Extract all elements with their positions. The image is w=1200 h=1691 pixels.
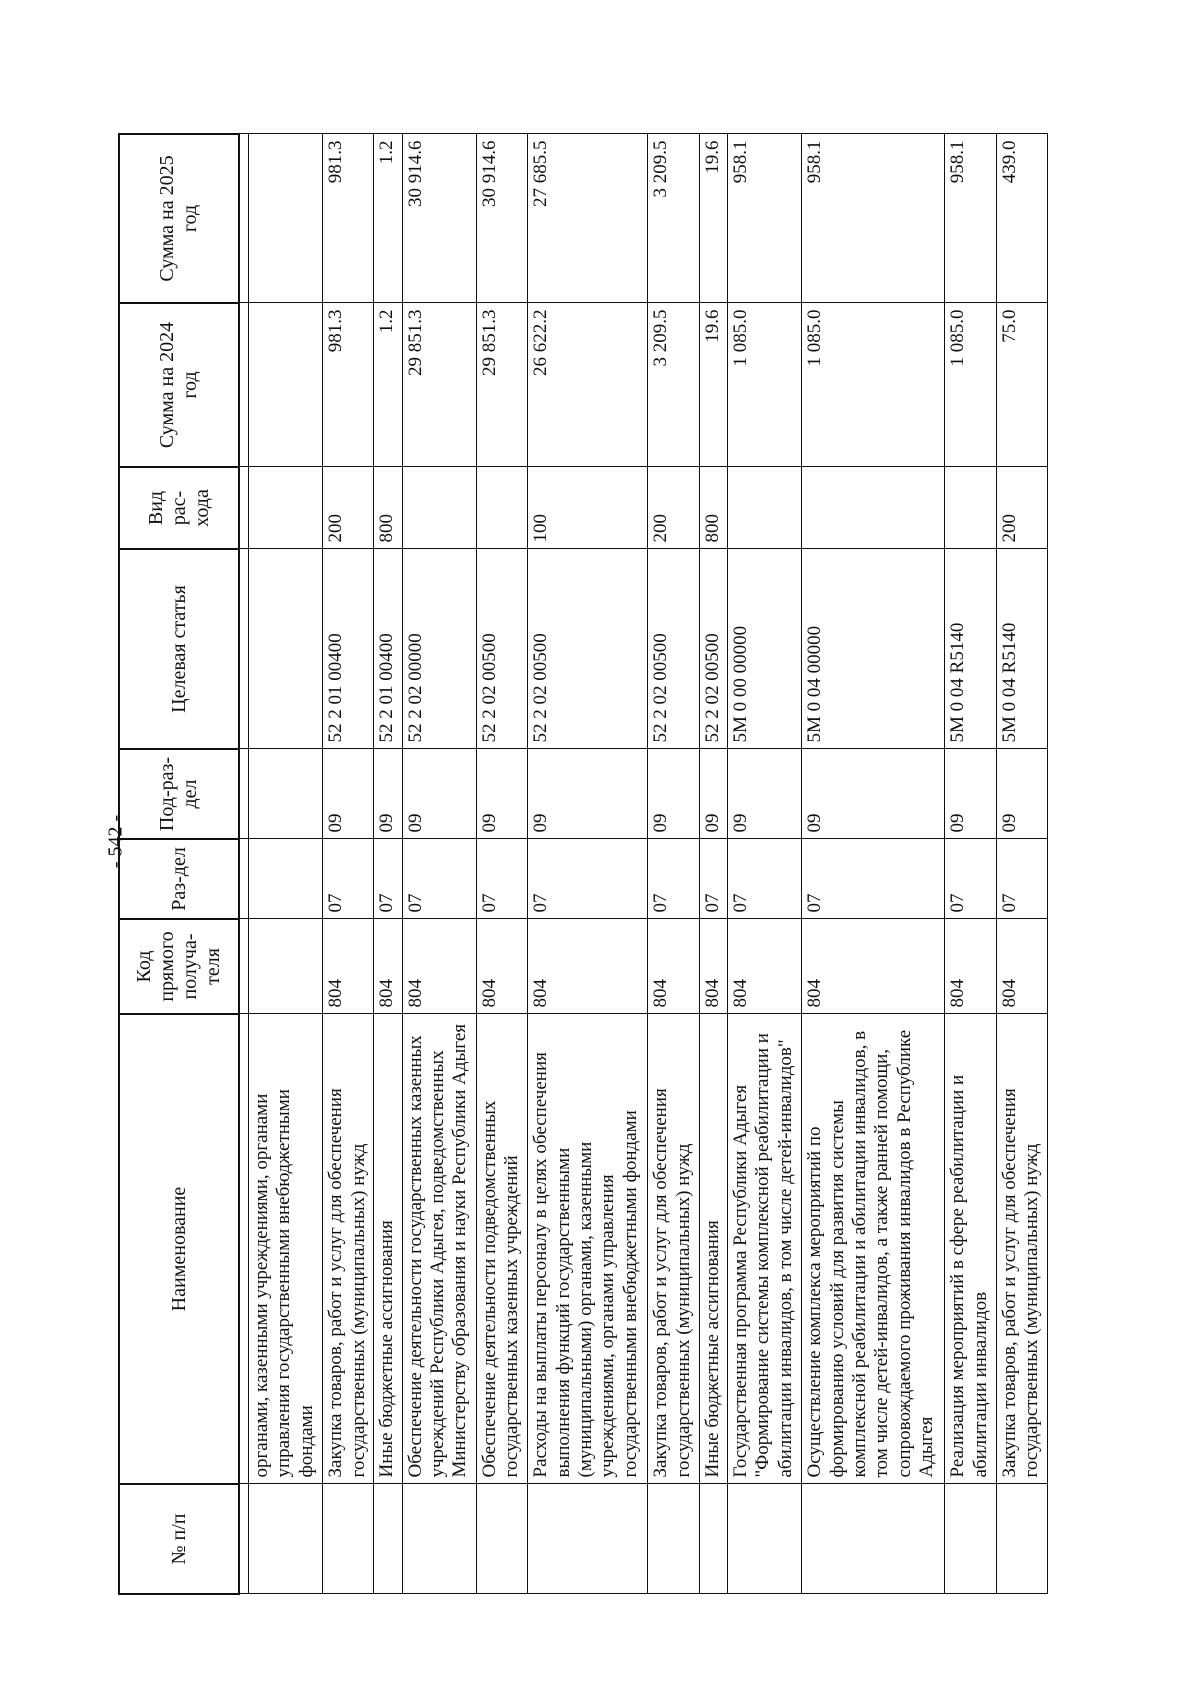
cell-recipient: 804 <box>374 919 402 1014</box>
cell-subsection: 09 <box>402 749 476 839</box>
header-section: Раз-дел <box>119 839 239 919</box>
cell-section: 07 <box>374 839 402 919</box>
cell-num <box>996 1484 1047 1594</box>
header-sum-2024: Сумма на 2024 год <box>119 303 239 467</box>
table-row <box>802 134 945 1594</box>
cell-sum-2025: 439.0 <box>996 134 1047 303</box>
cell-num <box>476 1484 527 1594</box>
cell-section: 07 <box>727 839 801 919</box>
cell-target: 5М 0 04 00000 <box>802 549 945 749</box>
cell-name: Осуществление комплекса мероприятий по формированию условий для развития системы комплексной реабилитации и абилитации инвалидов, в том числе детей-инвалидов, а также ранней помощи, сопровождаемого проживания инвалидов в Республике Адыгея <box>802 1014 945 1484</box>
cell-sum-2025: 19.6 <box>699 134 727 303</box>
cell-sum-2025: 30 914.6 <box>476 134 527 303</box>
cell-name: Реализация мероприятий в сфере реабилитации и абилитации инвалидов <box>945 1014 996 1484</box>
cell-num <box>528 1484 648 1594</box>
cell-sum-2024: 1 085.0 <box>802 303 945 467</box>
table-row <box>476 134 527 1594</box>
cell-subsection: 09 <box>996 749 1047 839</box>
cell-sum-2025: 1.2 <box>374 134 402 303</box>
cell-recipient: 804 <box>648 919 699 1014</box>
table-row <box>699 134 727 1594</box>
cell-num <box>402 1484 476 1594</box>
cell-name: Закупка товаров, работ и услуг для обеспечения государственных (муниципальных) нужд <box>323 1014 374 1484</box>
cell-name: Государственная программа Республики Адыгея "Формирование системы комплексной реабилитации и абилитации инвалидов, в том числе детей-инвалидов" <box>727 1014 801 1484</box>
header-num: № п/п <box>119 1484 239 1594</box>
cell-sum-2024: 3 209.5 <box>648 303 699 467</box>
table-header-row <box>119 134 239 1594</box>
cell-section: 07 <box>528 839 648 919</box>
cell-sum-2025: 981.3 <box>323 134 374 303</box>
cell-name: Иные бюджетные ассигнования <box>699 1014 727 1484</box>
cell-name: Закупка товаров, работ и услуг для обеспечения государственных (муниципальных) нужд <box>648 1014 699 1484</box>
cell-num <box>648 1484 699 1594</box>
cell-name: органами, казенными учреждениями, органами управления государственными внебюджетными фондами <box>249 1014 323 1484</box>
cell-target: 52 2 02 00500 <box>528 549 648 749</box>
cell-name: Расходы на выплаты персоналу в целях обеспечения выполнения функций государственными (муниципальными) органами, казенными учреждениями, органами управления государственными внебюджетными фондами <box>528 1014 648 1484</box>
cell-target: 5М 0 00 00000 <box>727 549 801 749</box>
cell-target: 5М 0 04 R5140 <box>945 549 996 749</box>
cell-section: 07 <box>402 839 476 919</box>
header-expense-type: Вид рас-хода <box>119 467 239 549</box>
cell-name: Обеспечение деятельности государственных казенных учреждений Республики Адыгея, подведомственных Министерству образования и науки Республики Адыгея <box>402 1014 476 1484</box>
cell-target: 52 2 01 00400 <box>323 549 374 749</box>
cell-section: 07 <box>699 839 727 919</box>
table-row <box>402 134 476 1594</box>
cell-expense-type <box>945 467 996 549</box>
header-sum-2025: Сумма на 2025 год <box>119 134 239 303</box>
cell-expense-type: 800 <box>374 467 402 549</box>
cell-expense-type <box>476 467 527 549</box>
cell-expense-type: 200 <box>323 467 374 549</box>
cell-name: Обеспечение деятельности подведомственных государственных казенных учреждений <box>476 1014 527 1484</box>
cell-subsection: 09 <box>528 749 648 839</box>
table-row <box>249 134 323 1594</box>
cell-target: 52 2 02 00500 <box>648 549 699 749</box>
rotated-table-container <box>118 135 1048 1595</box>
cell-target: 52 2 01 00400 <box>374 549 402 749</box>
cell-recipient: 804 <box>996 919 1047 1014</box>
cell-sum-2024: 1.2 <box>374 303 402 467</box>
table-row <box>996 134 1047 1594</box>
table-row <box>648 134 699 1594</box>
cell-subsection: 09 <box>476 749 527 839</box>
header-target: Целевая статья <box>119 549 239 749</box>
cell-sum-2024: 29 851.3 <box>476 303 527 467</box>
table-row <box>374 134 402 1594</box>
cell-expense-type: 100 <box>528 467 648 549</box>
cell-section: 07 <box>323 839 374 919</box>
cell-num <box>802 1484 945 1594</box>
cell-expense-type: 200 <box>648 467 699 549</box>
header-recipient: Код прямого получа-теля <box>119 919 239 1014</box>
cell-sum-2024: 981.3 <box>323 303 374 467</box>
cell-recipient: 804 <box>402 919 476 1014</box>
cell-sum-2025 <box>249 134 323 303</box>
table-row <box>945 134 996 1594</box>
header-subsection: Под-раз-дел <box>119 749 239 839</box>
cell-expense-type <box>402 467 476 549</box>
cell-subsection: 09 <box>727 749 801 839</box>
cell-expense-type <box>727 467 801 549</box>
cell-num <box>727 1484 801 1594</box>
cell-section: 07 <box>476 839 527 919</box>
cell-name: Закупка товаров, работ и услуг для обеспечения государственных (муниципальных) нужд <box>996 1014 1047 1484</box>
cell-subsection: 09 <box>802 749 945 839</box>
cell-section <box>249 839 323 919</box>
cell-subsection: 09 <box>648 749 699 839</box>
cell-subsection: 09 <box>323 749 374 839</box>
cell-target: 5М 0 04 R5140 <box>996 549 1047 749</box>
cell-sum-2024: 75.0 <box>996 303 1047 467</box>
cell-recipient: 804 <box>476 919 527 1014</box>
cell-expense-type: 200 <box>996 467 1047 549</box>
cell-target: 52 2 02 00000 <box>402 549 476 749</box>
cell-subsection <box>249 749 323 839</box>
cell-sum-2025: 27 685.5 <box>528 134 648 303</box>
cell-section: 07 <box>648 839 699 919</box>
cell-sum-2025: 958.1 <box>727 134 801 303</box>
cell-sum-2025: 958.1 <box>802 134 945 303</box>
cell-recipient: 804 <box>528 919 648 1014</box>
page-number: - 542 - <box>104 814 127 869</box>
cell-sum-2024: 1 085.0 <box>727 303 801 467</box>
cell-target: 52 2 02 00500 <box>699 549 727 749</box>
cell-section: 07 <box>996 839 1047 919</box>
cell-sum-2024: 26 622.2 <box>528 303 648 467</box>
cell-num <box>323 1484 374 1594</box>
cell-subsection: 09 <box>699 749 727 839</box>
cell-sum-2025: 3 209.5 <box>648 134 699 303</box>
cell-recipient: 804 <box>945 919 996 1014</box>
cell-recipient: 804 <box>727 919 801 1014</box>
cell-name: Иные бюджетные ассигнования <box>374 1014 402 1484</box>
table-row-blank <box>239 134 249 1594</box>
cell-num <box>374 1484 402 1594</box>
cell-section: 07 <box>802 839 945 919</box>
cell-sum-2024 <box>249 303 323 467</box>
cell-expense-type <box>249 467 323 549</box>
table-row <box>323 134 374 1594</box>
header-name: Наименование <box>119 1014 239 1484</box>
table-row <box>727 134 801 1594</box>
cell-recipient: 804 <box>323 919 374 1014</box>
cell-expense-type <box>802 467 945 549</box>
cell-subsection: 09 <box>374 749 402 839</box>
cell-recipient <box>249 919 323 1014</box>
cell-target <box>249 549 323 749</box>
cell-sum-2024: 1 085.0 <box>945 303 996 467</box>
cell-target: 52 2 02 00500 <box>476 549 527 749</box>
table-row <box>528 134 648 1594</box>
cell-num <box>249 1484 323 1594</box>
cell-recipient: 804 <box>802 919 945 1014</box>
cell-section: 07 <box>945 839 996 919</box>
cell-sum-2025: 958.1 <box>945 134 996 303</box>
cell-sum-2025: 30 914.6 <box>402 134 476 303</box>
cell-recipient: 804 <box>699 919 727 1014</box>
cell-sum-2024: 29 851.3 <box>402 303 476 467</box>
cell-subsection: 09 <box>945 749 996 839</box>
budget-table <box>118 133 1048 1595</box>
cell-num <box>945 1484 996 1594</box>
cell-expense-type: 800 <box>699 467 727 549</box>
cell-sum-2024: 19.6 <box>699 303 727 467</box>
cell-num <box>699 1484 727 1594</box>
